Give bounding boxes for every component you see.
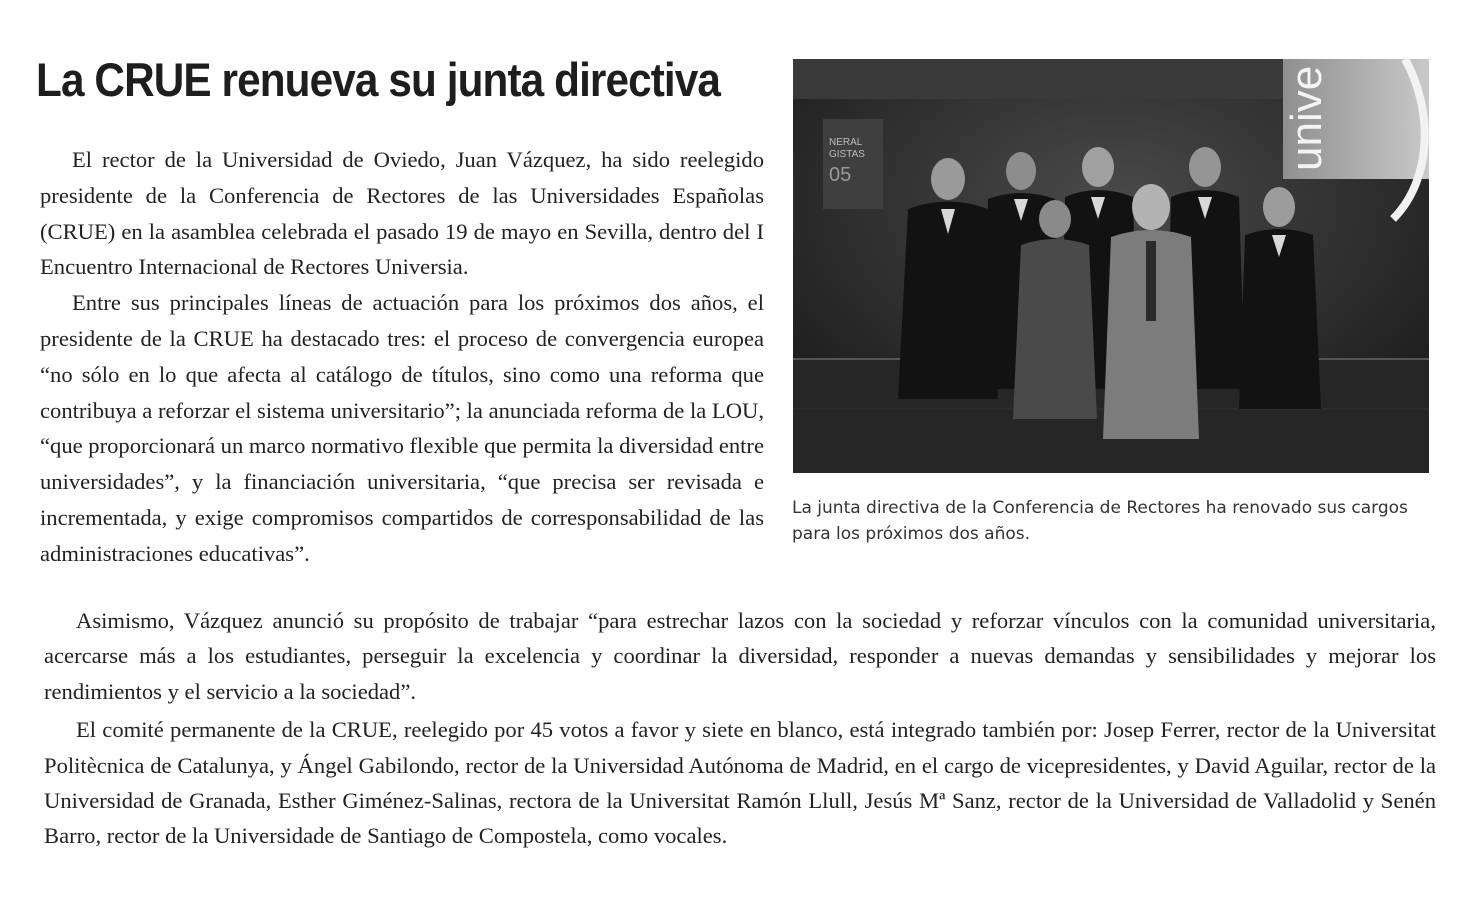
article-body-left-column — [40, 142, 764, 572]
group-photo-illustration — [793, 59, 1429, 473]
sign-line-2: GISTAS — [829, 149, 865, 160]
sign-line-1: NERAL — [829, 137, 863, 148]
article-paragraph-2: Entre sus principales líneas de actuación para los próximos dos años, el presidente de la CRUE ha destacado tres: el proceso de convergencia europea “no sólo en lo que afecta al catálogo de títulos, sino como una reforma que contribuya a reforzar el sistema universitario”; la anunciada reforma de la LOU, “que proporcionará un marco normativo flexible que permita la diversidad entre universidades”, y la financiación universitaria, “que precisa ser revisada e incrementada, y exige compromisos compartidos de corresponsabilidad de las administraciones educativas”. — [40, 290, 764, 566]
banner-text: unive — [1282, 65, 1331, 171]
event-sign — [823, 119, 883, 209]
article-paragraph-3: Asimismo, Vázquez anunció su propósito de trabajar “para estrechar lazos con la sociedad y reforzar vínculos con la comunidad universitaria, acercarse más a los estudiantes, perseguir la excelencia y coordinar la diversidad, responder a nuevas demandas y sensibilidades y mejorar los rendimientos y el servicio a la sociedad”. — [44, 608, 1436, 704]
article-body-full-width — [44, 603, 1436, 854]
sign-line-3: 05 — [829, 164, 852, 186]
article-paragraph-4: El comité permanente de la CRUE, reelegido por 45 votos a favor y siete en blanco, está integrado también por: Josep Ferrer, rector de la Universitat Politècnica de Catalunya, y Ángel Gabilondo, rector de la Universidad Autónoma de Madrid, en el cargo de vicepresidentes, y David Aguilar, rector de la Universidad de Granada, Esther Giménez-Salinas, rectora de la Universitat Ramón Llull, Jesús Mª Sanz, rector de la Universidad de Valladolid y Senén Barro, rector de la Universidade de Santiago de Compostela, como vocales. — [44, 717, 1436, 849]
article-paragraph-1: El rector de la Universidad de Oviedo, Juan Vázquez, ha sido reelegido presidente de la Conferencia de Rectores de las Universidades Españolas (CRUE) en la asamblea celebrada el pasado 19 de mayo en Sevilla, dentro del I Encuentro Internacional de Rectores Universia. — [40, 147, 764, 280]
board-group-photo — [793, 59, 1429, 473]
photo-caption: La junta directiva de la Conferencia de Rectores ha renovado sus cargos para los próximos dos años. — [792, 498, 1408, 544]
article-headline: La CRUE renueva su junta directiva — [36, 53, 721, 106]
